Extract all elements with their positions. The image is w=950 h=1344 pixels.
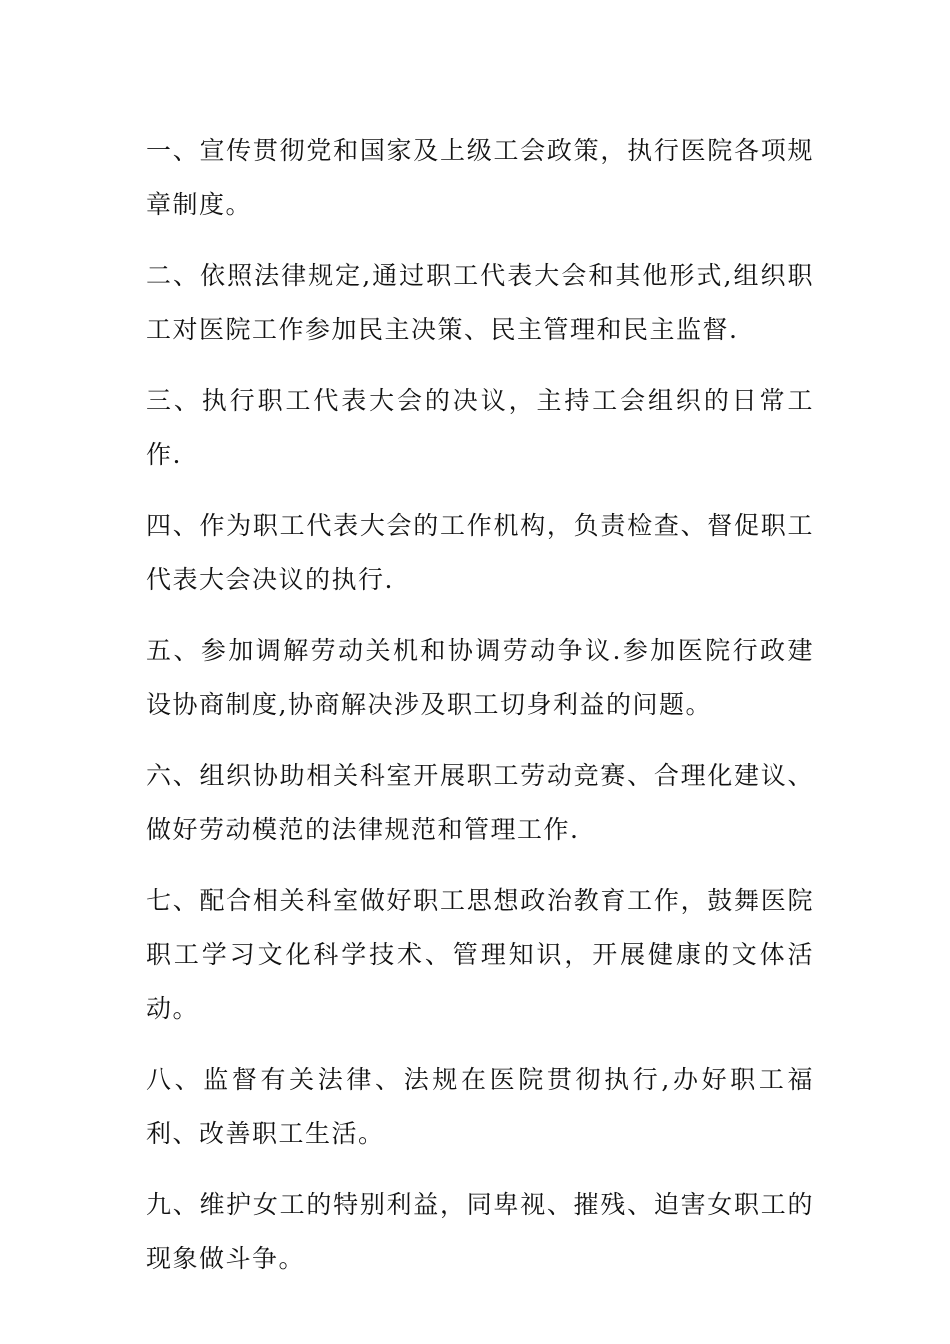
paragraph-8: 八、监督有关法律、法规在医院贯彻执行,办好职工福利、改善职工生活。	[146, 1065, 814, 1148]
paragraph-3: 三、执行职工代表大会的决议，主持工会组织的日常工作.	[146, 386, 814, 469]
paragraph-9: 九、维护女工的特别利益，同卑视、摧残、迫害女职工的现象做斗争。	[146, 1190, 814, 1273]
paragraph-4: 四、作为职工代表大会的工作机构，负责检查、督促职工代表大会决议的执行.	[146, 511, 814, 594]
paragraph-1: 一、宣传贯彻党和国家及上级工会政策，执行医院各项规章制度。	[146, 136, 814, 219]
paragraph-5: 五、参加调解劳动关机和协调劳动争议.参加医院行政建设协商制度,协商解决涉及职工切身利益的问题。	[146, 636, 814, 719]
paragraph-2: 二、依照法律规定,通过职工代表大会和其他形式,组织职工对医院工作参加民主决策、民主管理和民主监督.	[146, 261, 814, 344]
paragraph-7: 七、配合相关科室做好职工思想政治教育工作，鼓舞医院职工学习文化科学技术、管理知识，开展健康的文体活动。	[146, 886, 814, 1023]
paragraph-6: 六、组织协助相关科室开展职工劳动竞赛、合理化建议、做好劳动模范的法律规范和管理工作.	[146, 761, 814, 844]
document-body	[146, 124, 814, 1303]
